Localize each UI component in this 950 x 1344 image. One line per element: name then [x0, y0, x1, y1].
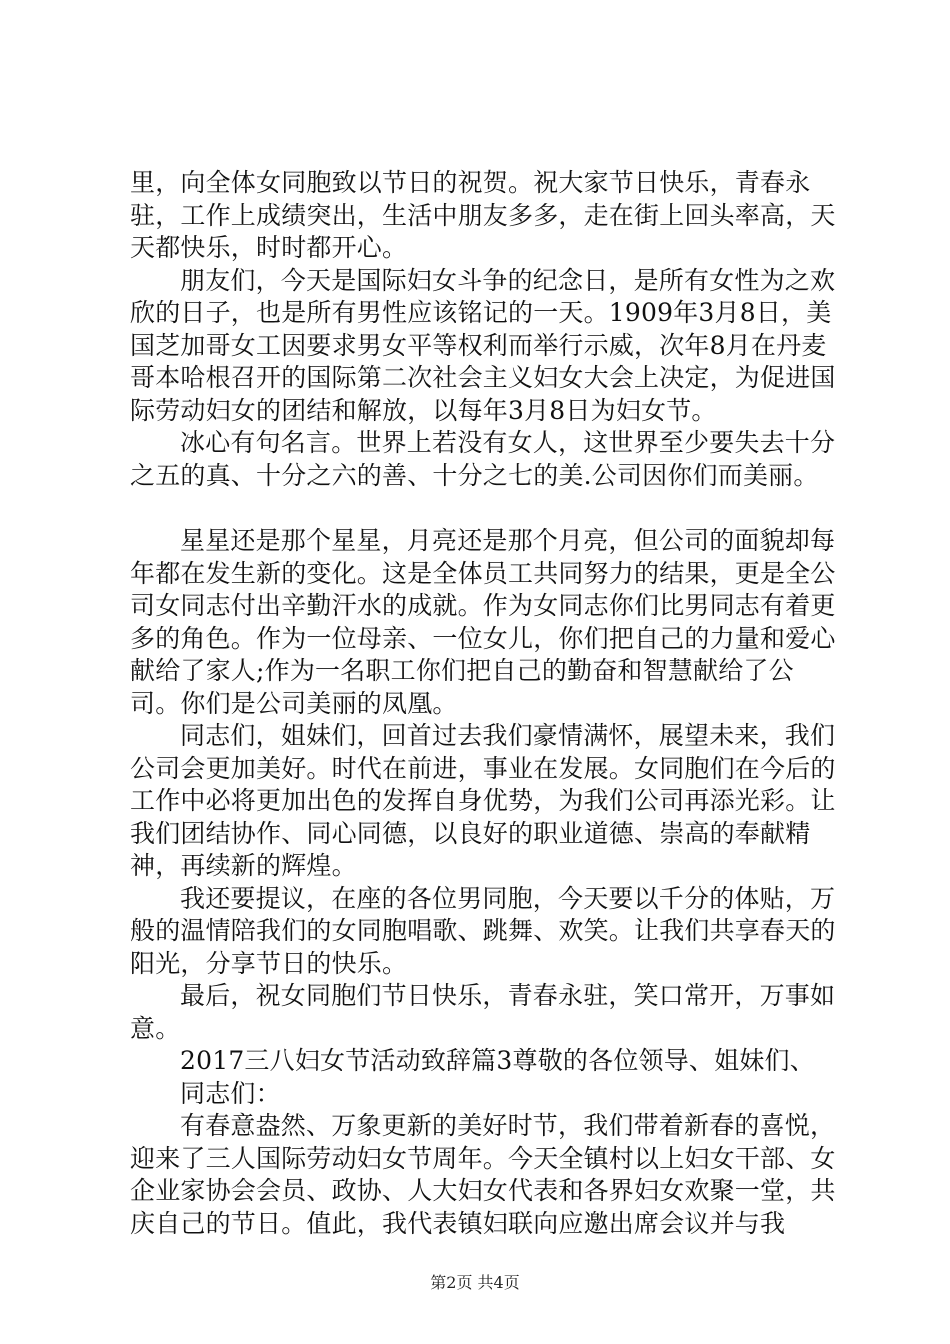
paragraph-future-outlook: 同志们，姐妹们，回首过去我们豪情满怀，展望未来，我们公司会更加美好。时代在前进，事业在发展。女同胞们在今后的工作中必将更加出色的发挥自身优势，为我们公司再添光彩。让我们团结协作、同心同德，以良好的职业道德、崇高的奉献精神，再续新的辉煌。 [130, 721, 836, 880]
section-heading-speech-3: 2017三八妇女节活动致辞篇3尊敬的各位领导、姐妹们、 [180, 1046, 815, 1075]
paragraph-womens-day-history: 朋友们，今天是国际妇女斗争的纪念日，是所有女性为之欢欣的日子，也是所有男性应该铭记的一天。1909年3月8日，美国芝加哥女工因要求男女平等权利而举行示威，次年8月在丹麦哥本哈根召开的国际第二次社会主义妇女大会上决定，为促进国际劳动妇女的团结和解放，以每年3月8日为妇女节。 [130, 265, 836, 425]
paragraph-bingxin-quote: 冰心有句名言。世界上若没有女人，这世界至少要失去十分之五的真、十分之六的善、十分之七的美.公司因你们而美丽。 [130, 428, 836, 490]
document-body [130, 167, 842, 1240]
paragraph-company-changes: 星星还是那个星星，月亮还是那个月亮，但公司的面貌却每年都在发生新的变化。这是全体员工共同努力的结果，更是全公司女同志付出辛勤汗水的成就。作为女同志你们比男同志有着更多的角色。作为一位母亲、一位女儿，你们把自己的力量和爱心献给了家人;作为一名职工你们把自己的勤奋和智慧献给了公司。你们是公司美丽的凤凰。 [130, 526, 836, 718]
paragraph-greeting-continuation: 里，向全体女同胞致以节日的祝贺。祝大家节日快乐，青春永驻，工作上成绩突出，生活中朋友多多，走在街上回头率高，天天都快乐，时时都开心。 [130, 168, 836, 262]
paragraph-spring-opening: 有春意盎然、万象更新的美好时节，我们带着新春的喜悦，迎来了三人国际劳动妇女节周年。今天全镇村以上妇女干部、女企业家协会会员、政协、人大妇女代表和各界妇女欢聚一堂，共庆自己的节日。值此，我代表镇妇联向应邀出席会议并与我 [130, 1111, 836, 1238]
paragraph-closing-wishes: 最后，祝女同胞们节日快乐，青春永驻，笑口常开，万事如意。 [130, 981, 836, 1043]
paragraph-proposal: 我还要提议，在座的各位男同胞，今天要以千分的体贴，万般的温情陪我们的女同胞唱歌、跳舞、欢笑。让我们共享春天的阳光，分享节日的快乐。 [130, 883, 836, 978]
page-number-footer: 第2页 共4页 [430, 1273, 520, 1292]
salutation-comrades: 同志们： [180, 1078, 281, 1108]
